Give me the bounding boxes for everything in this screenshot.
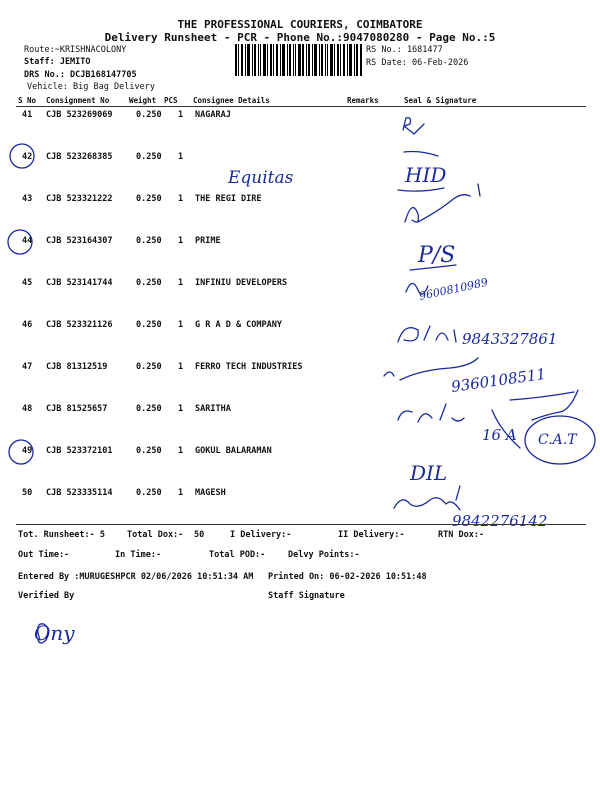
table-row	[0, 194, 600, 214]
col-remarks: Remarks	[347, 96, 379, 105]
table-row	[0, 236, 600, 256]
consignment-no: CJB 523268385	[46, 152, 113, 162]
delvy-points: Delvy Points:-	[288, 550, 360, 560]
pcs: 1	[178, 278, 184, 288]
col-weight: Weight	[129, 96, 157, 105]
staff-label: Staff: JEMITO	[24, 57, 91, 67]
pcs: 1	[178, 320, 184, 330]
staff-signature-label: Staff Signature	[268, 591, 345, 601]
pcs: 1	[178, 404, 184, 414]
consignee: MAGESH	[195, 488, 226, 498]
weight: 0.250	[136, 362, 162, 372]
weight: 0.250	[136, 194, 162, 204]
pcs: 1	[178, 194, 184, 204]
sno: 41	[22, 110, 33, 120]
ii-delivery: II Delivery:-	[338, 530, 405, 540]
consignee: INFINIU DEVELOPERS	[195, 278, 288, 288]
handwritten-remark: Equitas	[228, 168, 294, 188]
pcs: 1	[178, 152, 184, 162]
handwritten-note: 16 A	[482, 426, 517, 444]
drs-number: DRS No.: DCJB168147705	[24, 70, 137, 80]
consignment-no: CJB 81525657	[46, 404, 108, 414]
table-row	[0, 488, 600, 508]
col-consignee: Consignee Details	[193, 96, 270, 105]
tot-runsheet: Tot. Runsheet:- 5	[18, 530, 105, 540]
i-delivery: I Delivery:-	[230, 530, 292, 540]
weight: 0.250	[136, 110, 162, 120]
consignment-no: CJB 523141744	[46, 278, 113, 288]
rs-date: RS Date: 06-Feb-2026	[366, 58, 469, 68]
handwritten-phone: 9843327861	[462, 330, 558, 348]
sno: 49	[22, 446, 33, 456]
consignee: THE REGI DIRE	[195, 194, 262, 204]
printed-on: Printed On: 06-02-2026 10:51:48	[268, 572, 427, 582]
header-divider	[16, 106, 586, 107]
pcs: 1	[178, 446, 184, 456]
consignee: G R A D & COMPANY	[195, 320, 282, 330]
handwritten-signature: P/S	[418, 243, 456, 268]
handwritten-phone: 9360108511	[450, 364, 548, 396]
consignee: PRIME	[195, 236, 221, 246]
consignee: GOKUL BALARAMAN	[195, 446, 272, 456]
weight: 0.250	[136, 278, 162, 288]
weight: 0.250	[136, 404, 162, 414]
barcode-image	[235, 44, 363, 76]
rtn-dox: RTN Dox:-	[438, 530, 485, 540]
sno: 47	[22, 362, 33, 372]
verified-signature: Ony	[34, 621, 75, 645]
sno: 45	[22, 278, 33, 288]
pcs: 1	[178, 362, 184, 372]
total-dox-value: 50	[194, 530, 205, 540]
consignment-no: CJB 523269069	[46, 110, 113, 120]
col-pcs: PCS	[164, 96, 178, 105]
company-title: THE PROFESSIONAL COURIERS, COIMBATORE	[177, 18, 423, 31]
table-row	[0, 152, 600, 172]
runsheet-subtitle: Delivery Runsheet - PCR - Phone No.:9047080280 - Page No.:5	[104, 31, 496, 44]
col-signature: Seal & Signature	[404, 96, 477, 105]
total-pod: Total POD:-	[209, 550, 266, 560]
weight: 0.250	[136, 152, 162, 162]
svg-text:9600810989: 9600810989	[417, 275, 490, 303]
pcs: 1	[178, 110, 184, 120]
table-row	[0, 110, 600, 130]
vehicle-label: Vehicle: Big Bag Delivery	[27, 82, 155, 92]
col-sno: S No	[18, 96, 37, 105]
handwritten-badge: C.A.T	[538, 432, 577, 448]
in-time: In Time:-	[115, 550, 162, 560]
handwritten-phone: 9842276142	[452, 512, 548, 530]
consignment-no: CJB 81312519	[46, 362, 108, 372]
consignment-no: CJB 523321126	[46, 320, 113, 330]
sno: 50	[22, 488, 33, 498]
table-row	[0, 362, 600, 382]
footer-divider	[16, 524, 586, 525]
consignee: NAGARAJ	[195, 110, 231, 120]
consignee: SARITHA	[195, 404, 231, 414]
sno: 42	[22, 152, 33, 162]
col-consignment: Consignment No	[46, 96, 110, 105]
entered-by: Entered By :MURUGESHPCR 02/06/2026 10:51:34 AM	[18, 572, 254, 582]
sno: 46	[22, 320, 33, 330]
verified-by: Verified By	[18, 591, 75, 601]
sno: 48	[22, 404, 33, 414]
consignment-no: CJB 523372101	[46, 446, 113, 456]
table-row	[0, 278, 600, 298]
consignment-no: CJB 523335114	[46, 488, 113, 498]
weight: 0.250	[136, 446, 162, 456]
rs-number: RS No.: 1681477	[366, 45, 443, 55]
consignee: FERRO TECH INDUSTRIES	[195, 362, 303, 372]
weight: 0.250	[136, 320, 162, 330]
consignment-no: CJB 523321222	[46, 194, 113, 204]
total-dox-label: Total Dox:-	[127, 530, 184, 540]
weight: 0.250	[136, 236, 162, 246]
table-row	[0, 320, 600, 340]
table-row	[0, 446, 600, 466]
weight: 0.250	[136, 488, 162, 498]
pcs: 1	[178, 236, 184, 246]
route-label: Route:~KRISHNACOLONY	[24, 45, 127, 55]
consignment-no: CJB 523164307	[46, 236, 113, 246]
sno: 44	[22, 236, 33, 246]
handwritten-signature: HID	[405, 163, 447, 187]
pcs: 1	[178, 488, 184, 498]
out-time: Out Time:-	[18, 550, 70, 560]
sno: 43	[22, 194, 33, 204]
handwritten-signature: DIL	[410, 461, 448, 485]
table-row	[0, 404, 600, 424]
